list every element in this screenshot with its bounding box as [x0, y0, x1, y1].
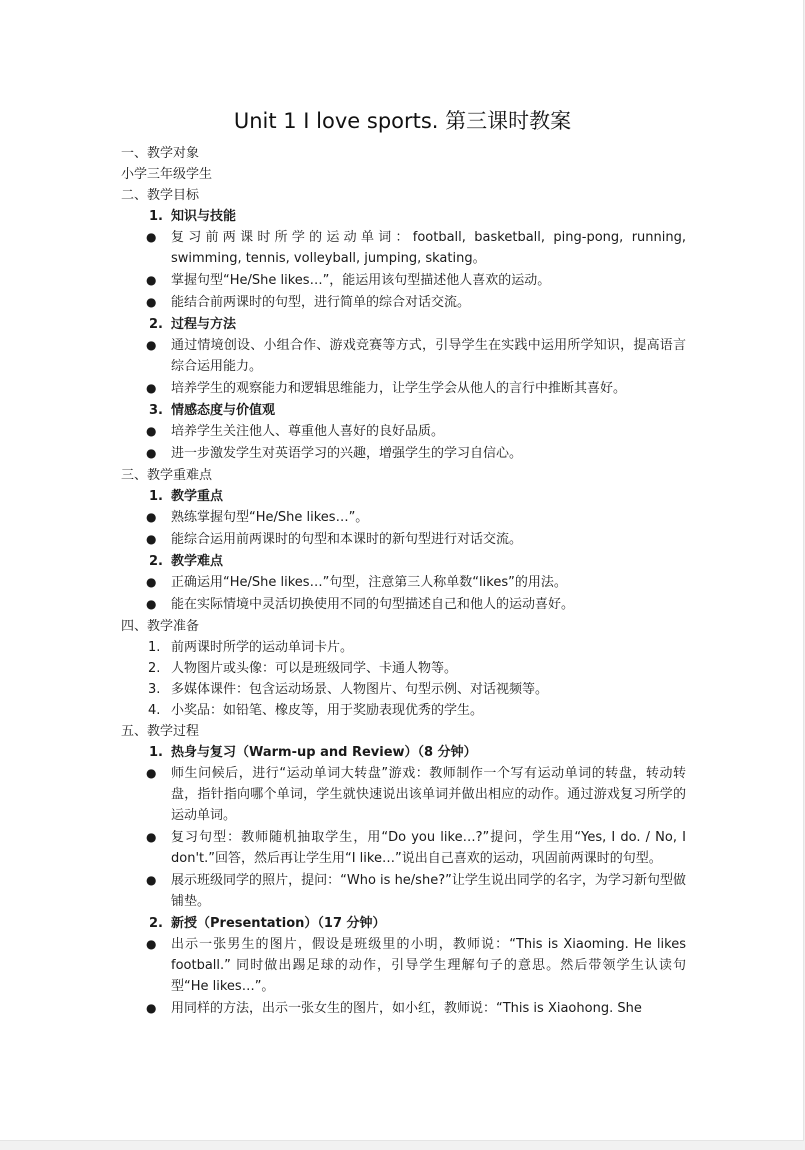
bullet-item: [121, 572, 686, 593]
bullet-item: [121, 594, 686, 615]
bullet-icon: ●: [146, 766, 157, 780]
subheading: [121, 400, 686, 421]
section-heading-1: 一、教学对象: [121, 146, 200, 161]
subheading-title: 情感态度与价值观: [171, 403, 276, 418]
bullet-item: [121, 378, 686, 399]
subheading-number: 3.: [149, 403, 163, 418]
subheading: [121, 742, 686, 763]
bullet-icon: ●: [146, 873, 157, 887]
subheading-title: 新授（Presentation）（17 分钟）: [171, 916, 386, 931]
bullet-icon: ●: [146, 575, 157, 589]
bullet-icon: ●: [146, 937, 157, 951]
numbered-item: [121, 637, 686, 658]
bullet-icon: ●: [146, 1001, 157, 1015]
item-number: 1.: [148, 640, 161, 655]
bullet-text: 用同样的方法，出示一张女生的图片，如小红，教师说：“This is Xiaohong. She: [171, 1001, 642, 1016]
bullet-item: [121, 443, 686, 464]
document-title: Unit 1 I love sports. 第三课时教案: [233, 109, 572, 133]
subheading-title: 热身与复习（Warm-up and Review）（8 分钟）: [171, 745, 477, 760]
bullet-item: [121, 335, 686, 377]
subheading-number: 1.: [149, 209, 163, 224]
subheading-number: 2.: [149, 916, 163, 931]
bullet-text: 复习前两课时所学的运动单词：football, basketball, ping-pong, running, swimming, tennis, volleyball, jumping, skating。: [171, 230, 686, 266]
subheading: [121, 314, 686, 335]
bullet-text: 师生问候后，进行“运动单词大转盘”游戏：教师制作一个写有运动单词的转盘，转动转盘，指针指向哪个单词，学生就快速说出该单词并做出相应的动作。通过游戏复习所学的运动单词。: [171, 766, 686, 823]
document-body: [121, 143, 686, 1020]
subheading: [121, 913, 686, 934]
bullet-text: 展示班级同学的照片，提问：“Who is he/she?”让学生说出同学的名字，为学习新句型做铺垫。: [171, 873, 686, 909]
bullet-item: [121, 934, 686, 997]
bullet-item: [121, 529, 686, 550]
bullet-item: [121, 827, 686, 869]
item-text: 多媒体课件：包含运动场景、人物图片、句型示例、对话视频等。: [171, 682, 549, 697]
subheading: [121, 551, 686, 572]
item-text: 小奖品：如铅笔、橡皮等，用于奖励表现优秀的学生。: [171, 703, 484, 718]
bullet-icon: ●: [146, 597, 157, 611]
section-heading-2: 二、教学目标: [121, 188, 200, 203]
subheading: [121, 206, 686, 227]
bullet-text: 复习句型：教师随机抽取学生，用“Do you like…?”提问，学生用“Yes, I do. / No, I don't.”回答，然后再让学生用“I like…”说出自己喜欢的运动，巩固前两课时的句型。: [171, 830, 686, 866]
section-heading-3: 三、教学重难点: [121, 468, 213, 483]
bullet-icon: ●: [146, 830, 157, 844]
bullet-icon: ●: [146, 532, 157, 546]
bullet-text: 培养学生的观察能力和逻辑思维能力，让学生学会从他人的言行中推断其喜好。: [171, 381, 627, 396]
subheading-number: 2.: [149, 554, 163, 569]
bullet-text: 能综合运用前两课时的句型和本课时的新句型进行对话交流。: [171, 532, 523, 547]
subheading-title: 教学难点: [171, 554, 224, 569]
bullet-icon: ●: [146, 295, 157, 309]
bullet-icon: ●: [146, 381, 157, 395]
bullet-icon: ●: [146, 230, 157, 244]
item-number: 2.: [148, 661, 161, 676]
bullet-icon: ●: [146, 446, 157, 460]
bullet-item: [121, 227, 686, 269]
subheading-number: 1.: [149, 489, 163, 504]
bullet-icon: ●: [146, 273, 157, 287]
bullet-icon: ●: [146, 424, 157, 438]
bullet-text: 通过情境创设、小组合作、游戏竞赛等方式，引导学生在实践中运用所学知识，提高语言综合运用能力。: [171, 338, 686, 374]
numbered-item: [121, 700, 686, 721]
bullet-icon: ●: [146, 510, 157, 524]
bullet-item: [121, 270, 686, 291]
section-heading-5: 五、教学过程: [121, 724, 200, 739]
bullet-text: 出示一张男生的图片，假设是班级里的小明，教师说：“This is Xiaoming. He likes football.” 同时做出踢足球的动作，引导学生理解句子的意思。然后带领学生认读句型“He likes…”。: [171, 937, 686, 994]
item-text: 前两课时所学的运动单词卡片。: [171, 640, 354, 655]
subheading-title: 知识与技能: [171, 209, 237, 224]
subheading-title: 教学重点: [171, 489, 224, 504]
bullet-text: 熟练掌握句型“He/She likes…”。: [171, 510, 369, 525]
bullet-text: 能结合前两课时的句型，进行简单的综合对话交流。: [171, 295, 471, 310]
bullet-item: [121, 870, 686, 912]
bullet-item: [121, 763, 686, 826]
bullet-text: 掌握句型“He/She likes…”，能运用该句型描述他人喜欢的运动。: [171, 273, 551, 288]
subheading-number: 1.: [149, 745, 163, 760]
bullet-item: [121, 292, 686, 313]
item-number: 3.: [148, 682, 161, 697]
teaching-target-text: 小学三年级学生: [121, 167, 213, 182]
bullet-text: 正确运用“He/She likes…”句型，注意第三人称单数“likes”的用法。: [171, 575, 567, 590]
bullet-item: [121, 507, 686, 528]
item-number: 4.: [148, 703, 161, 718]
item-text: 人物图片或头像：可以是班级同学、卡通人物等。: [171, 661, 458, 676]
bullet-icon: ●: [146, 338, 157, 352]
subheading-title: 过程与方法: [171, 317, 237, 332]
bullet-text: 能在实际情境中灵活切换使用不同的句型描述自己和他人的运动喜好。: [171, 597, 575, 612]
numbered-item: [121, 658, 686, 679]
subheading: [121, 486, 686, 507]
section-heading-4: 四、教学准备: [121, 619, 200, 634]
bullet-text: 进一步激发学生对英语学习的兴趣，增强学生的学习自信心。: [171, 446, 523, 461]
subheading-number: 2.: [149, 317, 163, 332]
numbered-item: [121, 679, 686, 700]
bullet-text: 培养学生关注他人、尊重他人喜好的良好品质。: [171, 424, 445, 439]
bullet-item: [121, 421, 686, 442]
bullet-item: [121, 998, 686, 1019]
